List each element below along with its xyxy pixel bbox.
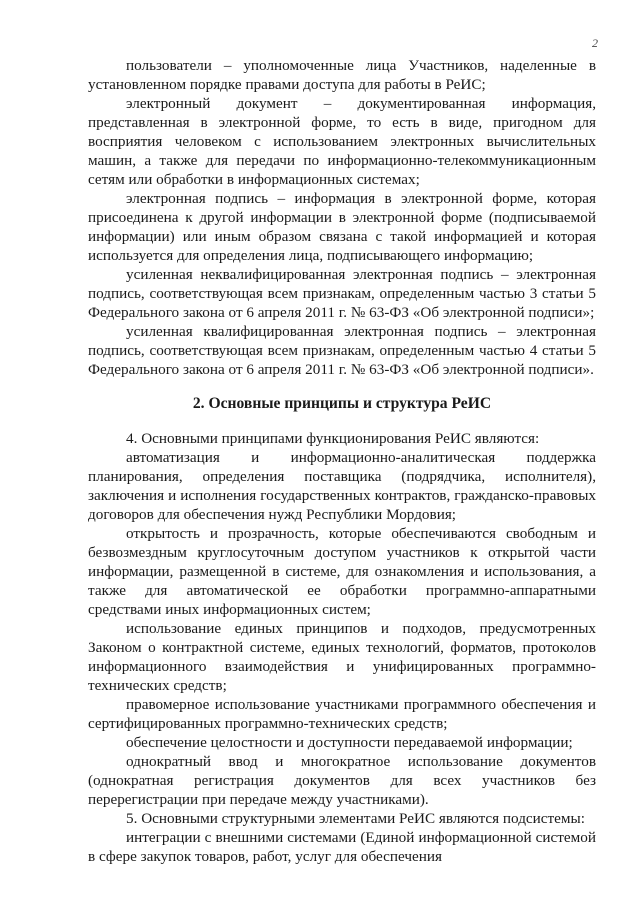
principle-single-input: однократный ввод и многократное использование документов (однократная регистрация документов для всех участников без перерегистрации при передаче между участниками). xyxy=(88,753,596,808)
principle-openness: открытость и прозрачность, которые обеспечиваются свободным и безвозмездным круглосуточным доступом участников к открытой части информации, размещенной в системе, для ознакомления и использования, а также для автоматической ее обработки программно-аппаратными средствами иных информационных систем; xyxy=(88,525,596,618)
principle-automation: автоматизация и информационно-аналитическая поддержка планирования, определения поставщика (подрядчика, исполнителя), заключения и исполнения государственных контрактов, гражданско-правовых договоров для обеспечения нужд Республики Мордовия; xyxy=(88,449,596,523)
definition-unqualified-signature: усиленная неквалифицированная электронная подпись – электронная подпись, соответствующая всем признакам, определенным частью 3 статьи 5 Федерального закона от 6 апреля 2011 г. № 63-ФЗ «Об электронной подписи»; xyxy=(88,266,596,321)
section-heading: 2. Основные принципы и структура РеИС xyxy=(192,395,492,412)
definition-electronic-signature: электронная подпись – информация в электронной форме, которая присоединена к другой информации в электронной форме (подписываемой информации) или иным образом связана с такой информацией и которая используется для определения лица, подписывающего информацию; xyxy=(88,190,596,264)
subsystem-integration: интеграции с внешними системами (Единой информационной системой в сфере закупок товаров, работ, услуг для обеспечения xyxy=(88,829,596,865)
principle-unified-approaches: использование единых принципов и подходов, предусмотренных Законом о контрактной системе, единых технологий, форматов, протоколов информационного взаимодействия и унифицированных программно-технических средств; xyxy=(88,620,596,694)
definition-electronic-document: электронный документ – документированная информация, представленная в электронной форме, то есть в виде, пригодном для восприятия человеком с использованием электронных вычислительных машин, а также для передачи по информационно-телекоммуникационным сетям или обработки в информационных системах; xyxy=(88,95,596,188)
definition-qualified-signature: усиленная квалифицированная электронная подпись – электронная подпись, соответствующая всем признакам, определенным частью 4 статьи 5 Федерального закона от 6 апреля 2011 г. № 63-ФЗ «Об электронной подписи». xyxy=(88,323,596,378)
principle-lawful-use: правомерное использование участниками программного обеспечения и сертифицированных программно-технических средств; xyxy=(88,696,596,732)
structure-intro: 5. Основными структурными элементами РеИС являются подсистемы: xyxy=(126,810,585,827)
principles-intro: 4. Основными принципами функционирования РеИС являются: xyxy=(126,430,540,447)
principle-integrity: обеспечение целостности и доступности передаваемой информации; xyxy=(126,734,573,751)
document-body xyxy=(88,56,596,866)
page-number: 2 xyxy=(592,36,598,50)
definition-users: пользователи – уполномоченные лица Участников, наделенные в установленном порядке правами доступа для работы в РеИС; xyxy=(88,57,596,93)
